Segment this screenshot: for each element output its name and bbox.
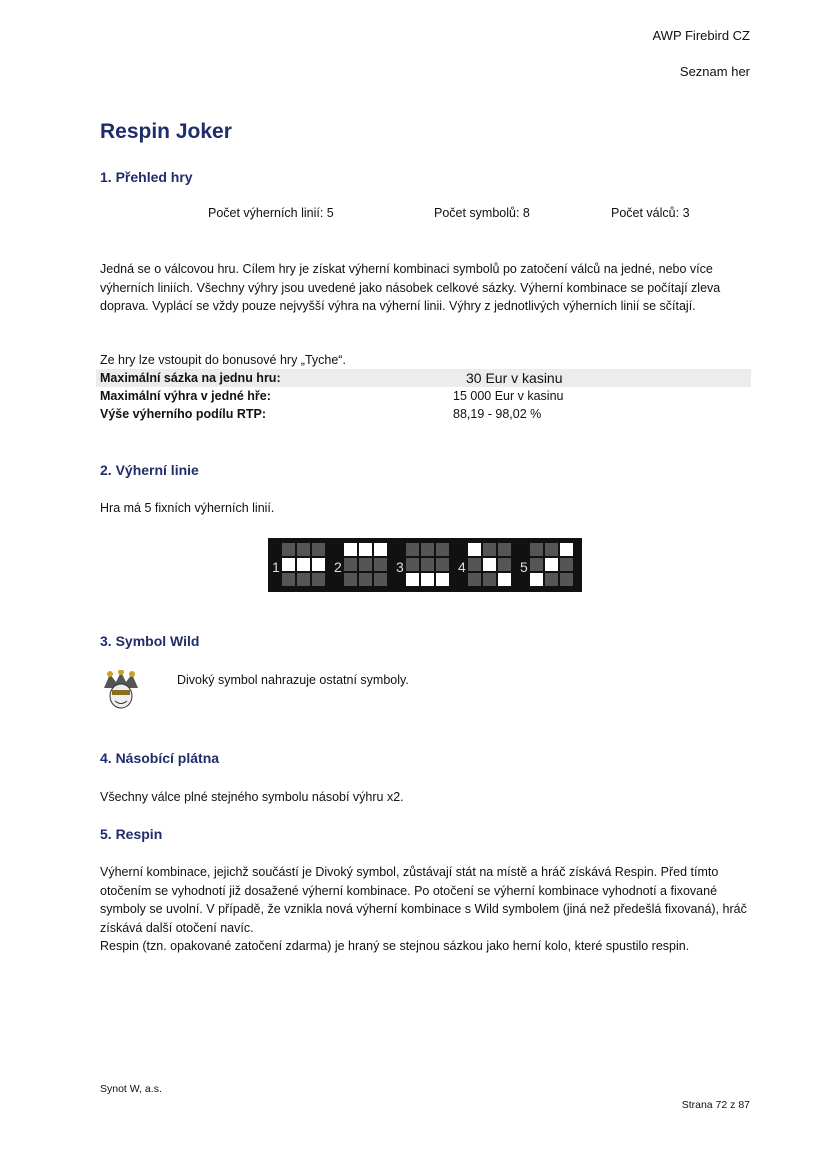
payline-cell xyxy=(374,558,387,571)
payline-cell xyxy=(545,573,558,586)
paragraph: Jedná se o válcovou hru. Cílem hry je získat výherní kombinaci symbolů po zatočení válců na jedné, nebo více výherních liniích. Všechny výhry jsou uvedené jako násobek celkové sázky. Výherní kombinace se počítají zleva doprava. Vyplácí se vždy pouze nejvyšší výhra na výherní linii. Výhry z jednotlivých výherních linií se sčítají. xyxy=(100,262,721,313)
payline-cell xyxy=(297,543,310,556)
table-row xyxy=(96,405,751,423)
paragraph: Hra má 5 fixních výherních linií. xyxy=(100,501,275,515)
payline-cell xyxy=(421,573,434,586)
joker-wild-icon xyxy=(100,670,142,713)
footer-company: Synot W, a.s. xyxy=(100,1083,162,1095)
payline-cell xyxy=(344,558,357,571)
table-row xyxy=(96,369,751,387)
paylines-image xyxy=(268,538,582,592)
payline-cell xyxy=(359,573,372,586)
row-label: Maximální výhra v jedné hře: xyxy=(100,389,271,403)
bonus-text: Ze hry lze vstoupit do bonusové hry „Tyche“. xyxy=(100,353,346,367)
payline-cell xyxy=(560,543,573,556)
payline-cell xyxy=(406,543,419,556)
payline-cell xyxy=(406,573,419,586)
payline-cell xyxy=(530,558,543,571)
payline-cell xyxy=(374,543,387,556)
row-value: 30 Eur v kasinu xyxy=(466,370,563,386)
payline-number: 4 xyxy=(458,559,466,575)
table-row xyxy=(96,387,751,405)
page-title: Respin Joker xyxy=(100,120,232,143)
paragraph: Výherní kombinace, jejichž součástí je Divoký symbol, zůstávají stát na místě a hráč získává Respin. Před tímto otočením se vyhodnotí již dosažené výherní kombinace. Po otočení se výherní kombinace vyhodnotí a fixované symboly se uvolní. V případě, že vznikla nová výherní kombinace s Wild symbolem (jiná než předešlá fixovaná), hráč získává další otočení navíc. xyxy=(100,865,747,935)
section-heading: 4. Násobící plátna xyxy=(100,750,220,766)
payline-cell xyxy=(545,558,558,571)
paragraph: Respin (tzn. opakované zatočení zdarma) je hraný se stejnou sázkou jako herní kolo, které spustilo respin. xyxy=(100,939,690,953)
wild-description: Divoký symbol nahrazuje ostatní symboly. xyxy=(177,673,409,687)
row-value: 15 000 Eur v kasinu xyxy=(453,389,564,403)
payline-cell xyxy=(436,573,449,586)
payline-cell xyxy=(483,558,496,571)
stat-lines: Počet výherních linií: 5 xyxy=(208,206,334,220)
payline-cell xyxy=(312,543,325,556)
payline-cell xyxy=(483,573,496,586)
payline-cell xyxy=(436,558,449,571)
payline-number: 1 xyxy=(272,559,280,575)
header-company: AWP Firebird CZ xyxy=(652,28,750,43)
payline-cell xyxy=(498,558,511,571)
payline-cell xyxy=(282,543,295,556)
payline-cell xyxy=(406,558,419,571)
payline-cell xyxy=(312,573,325,586)
payline-cell xyxy=(359,558,372,571)
payline-cell xyxy=(545,543,558,556)
payline-cell xyxy=(282,573,295,586)
payline-cell xyxy=(297,573,310,586)
stat-symbols: Počet symbolů: 8 xyxy=(434,206,530,220)
payline-cell xyxy=(468,573,481,586)
payline-cell xyxy=(421,543,434,556)
section-heading: 3. Symbol Wild xyxy=(100,633,200,649)
payline-cell xyxy=(282,558,295,571)
payline-cell xyxy=(468,558,481,571)
payline-number: 2 xyxy=(334,559,342,575)
payline-cell xyxy=(436,543,449,556)
section-heading: 2. Výherní linie xyxy=(100,462,199,478)
payline-cell xyxy=(498,543,511,556)
payline-cell xyxy=(344,573,357,586)
payline-cell xyxy=(468,543,481,556)
header-section: Seznam her xyxy=(679,64,750,79)
row-label: Výše výherního podílu RTP: xyxy=(100,407,266,421)
section-heading: 1. Přehled hry xyxy=(100,169,193,185)
row-label: Maximální sázka na jednu hru: xyxy=(100,371,281,385)
payline-number: 5 xyxy=(520,559,528,575)
paragraph: Všechny válce plné stejného symbolu násobí výhru x2. xyxy=(100,790,404,804)
payline-cell xyxy=(359,543,372,556)
stat-reels: Počet válců: 3 xyxy=(611,206,690,220)
section-heading: 5. Respin xyxy=(100,826,163,842)
payline-cell xyxy=(344,543,357,556)
payline-cell xyxy=(560,558,573,571)
payline-cell xyxy=(297,558,310,571)
payline-cell xyxy=(530,543,543,556)
payline-cell xyxy=(483,543,496,556)
payline-cell xyxy=(560,573,573,586)
payline-cell xyxy=(374,573,387,586)
payline-cell xyxy=(530,573,543,586)
payline-cell xyxy=(498,573,511,586)
payline-cell xyxy=(312,558,325,571)
payline-number: 3 xyxy=(396,559,404,575)
footer-page-number: Strana 72 z 87 xyxy=(681,1099,750,1111)
payline-cell xyxy=(421,558,434,571)
row-value: 88,19 - 98,02 % xyxy=(453,407,542,421)
